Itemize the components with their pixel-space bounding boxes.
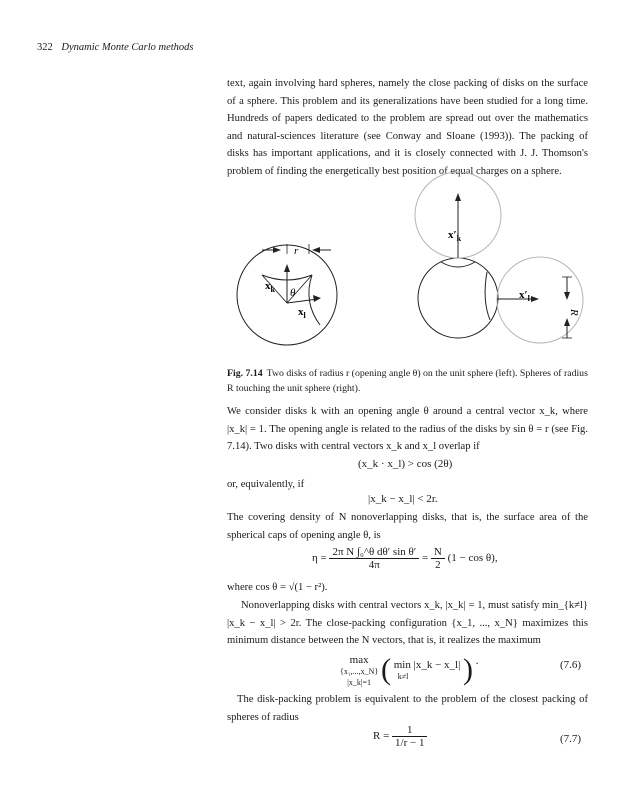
- xl-prime-label: $x'_l$: [519, 289, 530, 303]
- r-label: r: [294, 245, 299, 257]
- eq76-inner: min |x_k − x_l|: [393, 659, 461, 671]
- paragraph-where-cos: where cos θ = √(1 − r²).: [227, 582, 328, 593]
- xl-label: $x_l$: [298, 306, 306, 320]
- eta-lhs: η =: [312, 552, 327, 565]
- equation-eta: [312, 546, 498, 571]
- paragraph-nonoverlapping: Nonoverlapping disks with central vectors x_k, |x_k| = 1, must satisfy min_{k≠l} |x_k − x_l| > 2r. The close-packing configuration {x_1, ..., x_N} maximizes this minimum distance between the N vectors, that is, it realizes the maximum: [227, 600, 588, 647]
- equation-overlap: (x_k · x_l) > cos (2θ): [358, 458, 453, 470]
- xk-prime-label: $x'_k$: [448, 229, 462, 243]
- eq76-sub1: {x₁,...,x_N}: [340, 667, 379, 676]
- eta-frac2: [431, 546, 445, 571]
- eq77-den: 1/r − 1: [395, 737, 425, 749]
- equation-7-6: max {x₁,...,x_N} |x_k|=1 ( min |x_k − x_l| k≠l ) .: [340, 653, 479, 687]
- unit-sphere-right: [418, 258, 498, 338]
- paragraph-disks: We consider disks k with an opening angle θ around a central vector x_k, where |x_k| = 1. The opening angle is related to the radius of the disks by sin θ = r (see Fig. 7.14). Two disks with central vectors x_k and x_l overlap if: [227, 406, 588, 453]
- eq77-number: (7.7): [560, 733, 582, 745]
- eq77-lhs: R =: [373, 730, 390, 743]
- equation-7-7: [373, 724, 427, 749]
- eta-frac2-num: N: [431, 546, 445, 559]
- running-title: Dynamic Monte Carlo methods: [61, 42, 194, 53]
- eta-den: 4π: [368, 559, 380, 571]
- touching-sphere-right: [497, 257, 583, 343]
- eq76-max: max: [349, 654, 369, 666]
- eq76-max-block: [340, 655, 378, 688]
- eq76-inner-sub: k≠l: [397, 672, 409, 681]
- eq77-num: 1: [392, 724, 427, 737]
- R-label: R: [568, 309, 580, 316]
- paragraph-disk-packing: The disk-packing problem is equivalent to the problem of the closest packing of spheres of radius: [227, 694, 588, 723]
- page-number: 322: [37, 42, 53, 53]
- eta-mid: =: [421, 552, 429, 565]
- paragraph-equivalently: or, equivalently, if: [227, 479, 305, 490]
- eta-frac1: [329, 546, 419, 571]
- eq76-end: .: [475, 655, 479, 667]
- eta-num: 2π N ∫₀^θ dθ′ sin θ′: [329, 546, 419, 559]
- eq76-number: (7.6): [560, 659, 582, 671]
- eq76-inner-block: [394, 655, 461, 683]
- eta-rhs: (1 − cos θ),: [447, 552, 498, 565]
- vector-xl: [287, 299, 318, 303]
- intro-paragraph: text, again involving hard spheres, namely the close packing of disks on the surface of a sphere. This problem and its generalizations have been studied for a long time. Hundreds of papers dedicated to the problem are spread out over the mathematics and natural-sciences literature (see Conway and Sloane (1993)). The packing of disks has important applications, and it is closely connected with J. J. Thomson's problem of finding the energetically best position of equal charges on a sphere.: [227, 78, 588, 177]
- figure-7-14: [0, 0, 631, 370]
- theta-label: θ: [290, 287, 296, 299]
- equation-distance: |x_k − x_l| < 2r.: [368, 493, 438, 505]
- eq76-sub2: |x_k|=1: [347, 678, 371, 687]
- caption-label: Fig. 7.14: [227, 368, 263, 379]
- xk-label: $x_k$: [265, 280, 275, 294]
- eta-frac2-den: 2: [435, 559, 441, 571]
- figure-caption: [227, 366, 588, 396]
- caption-text: Two disks of radius r (opening angle θ) on the unit sphere (left). Spheres of radius R touching the unit sphere (right).: [227, 368, 588, 394]
- eq77-frac: [392, 724, 427, 749]
- paragraph-covering-density: The covering density of N nonoverlapping disks, that is, the surface area of the spherical caps of opening angle θ, is: [227, 512, 588, 541]
